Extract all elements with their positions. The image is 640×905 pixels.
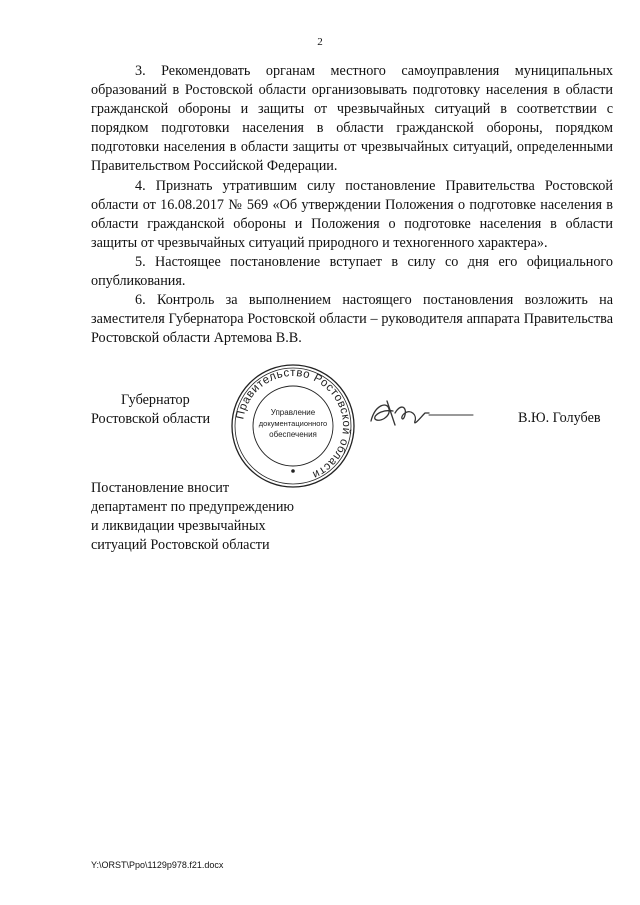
seal-outer-text: Правительство Ростовской области [234, 366, 353, 481]
handwritten-signature [365, 395, 475, 435]
paragraph-5: 5. Настоящее постановление вступает в силу со дня его официального опубликования. [91, 253, 613, 290]
governor-name: В.Ю. Голубев [518, 410, 601, 426]
page-number: 2 [317, 36, 323, 48]
seal-inner-line2: документационного [258, 419, 328, 428]
paragraph-4: 4. Признать утратившим силу постановление Правительства Ростовской области от 16.08.2017 № 569 «Об утверждении Положения о подготовке населения в области гражданской обороны и Положения о подготовке населения в области защиты от чрезвычайных ситуаций природного и техногенного характера». [91, 177, 613, 251]
governor-title [91, 391, 210, 429]
submitted-by-block [91, 479, 294, 555]
official-seal [230, 363, 356, 489]
paragraph-3: 3. Рекомендовать органам местного самоуправления муниципальных образований в Ростовской области организовывать подготовку населения в области гражданской обороны и защиты от чрезвычайных ситуаций в соответствии с порядком подготовки населения в области гражданской обороны, порядком подготовки населения в области защиты от чрезвычайных ситуаций, определенными Правительством Российской Федерации. [91, 63, 613, 175]
document-body [91, 62, 613, 348]
seal-inner-line1: Управление [270, 408, 316, 417]
governor-title-line1: Губернатор [121, 392, 190, 408]
paragraph-6: 6. Контроль за выполнением настоящего постановления возложить на заместителя Губернатора Ростовской области – руководителя аппарата Правительства Ростовской области Артемова В.В. [91, 292, 613, 347]
submitted-line2: департамент по предупреждению [91, 499, 295, 516]
submitted-line4: ситуаций Ростовской области [91, 537, 270, 554]
seal-inner-line3: обеспечения [269, 430, 317, 439]
submitted-line3: и ликвидации чрезвычайных [91, 518, 266, 535]
governor-title-line2: Ростовской области [91, 411, 211, 427]
submitted-line1: Постановление вносит [91, 480, 230, 496]
file-path-footer: Y:\ORST\Ppo\1129p978.f21.docx [91, 860, 224, 870]
